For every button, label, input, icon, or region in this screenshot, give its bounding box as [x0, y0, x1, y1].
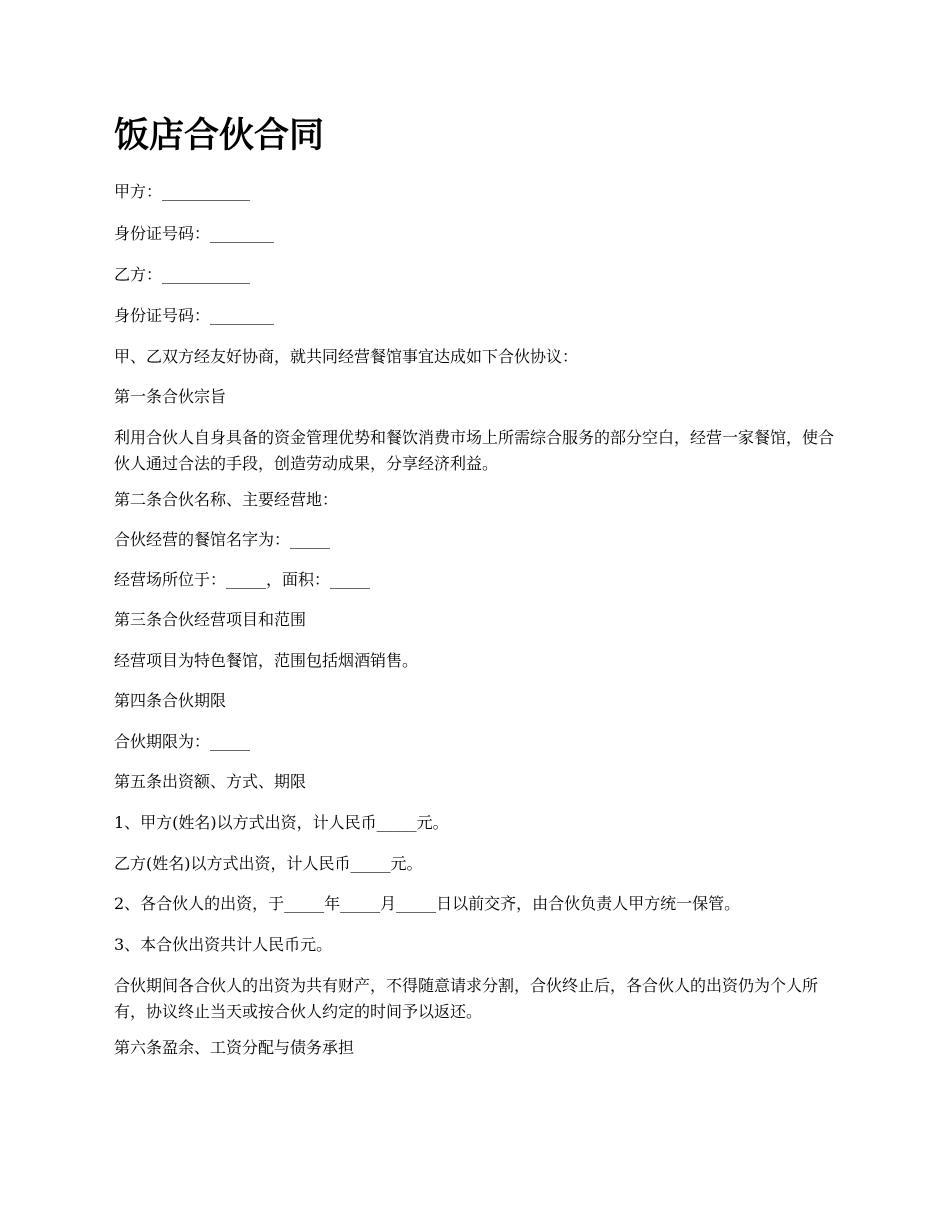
party-b-line: 乙方：___________: [114, 265, 251, 284]
premises-location-line: 经营场所位于：_____，面积：_____: [114, 570, 371, 589]
business-scope-line: 经营项目为特色餐馆，范围包括烟酒销售。: [114, 651, 419, 670]
article-3-heading: 第三条合伙经营项目和范围: [114, 610, 307, 629]
article-4-heading: 第四条合伙期限: [114, 691, 227, 710]
article-6-heading: 第六条盈余、工资分配与债务承担: [114, 1038, 355, 1057]
total-contribution-line: 3、本合伙出资共计人民币元。: [114, 935, 333, 954]
party-a-line: 甲方：___________: [114, 182, 251, 201]
party-b-id-line: 身份证号码：________: [114, 306, 275, 325]
party-a-id-line: 身份证号码：________: [114, 224, 275, 243]
party-a-contribution-line: 1、甲方(姓名)以方式出资，计人民币_____元。: [114, 813, 449, 832]
article-1-heading: 第一条合伙宗旨: [114, 387, 227, 406]
restaurant-name-line: 合伙经营的餐馆名字为：_____: [114, 530, 331, 549]
partnership-term-line: 合伙期限为：_____: [114, 732, 251, 751]
article-5-heading: 第五条出资额、方式、期限: [114, 772, 307, 791]
party-b-contribution-line: 乙方(姓名)以方式出资，计人民币_____元。: [114, 854, 423, 873]
joint-property-clause: 合伙期间各合伙人的出资为共有财产，不得随意请求分割，合伙终止后，各合伙人的出资仍为个人所有，协议终止当天或按合伙人约定的时间予以返还。: [114, 976, 819, 1021]
document-title: 饭店合伙合同: [114, 116, 325, 156]
article-1-body: 利用合伙人自身具备的资金管理优势和餐饮消费市场上所需综合服务的部分空白，经营一家餐馆，使合伙人通过合法的手段，创造劳动成果，分享经济利益。: [114, 428, 835, 473]
agreement-intro: 甲、乙双方经友好协商，就共同经营餐馆事宜达成如下合伙协议：: [114, 347, 579, 366]
contribution-deadline-line: 2、各合伙人的出资，于_____年_____月_____日以前交齐，由合伙负责人甲方统一保管。: [114, 894, 741, 913]
article-2-heading: 第二条合伙名称、主要经营地：: [114, 490, 339, 509]
